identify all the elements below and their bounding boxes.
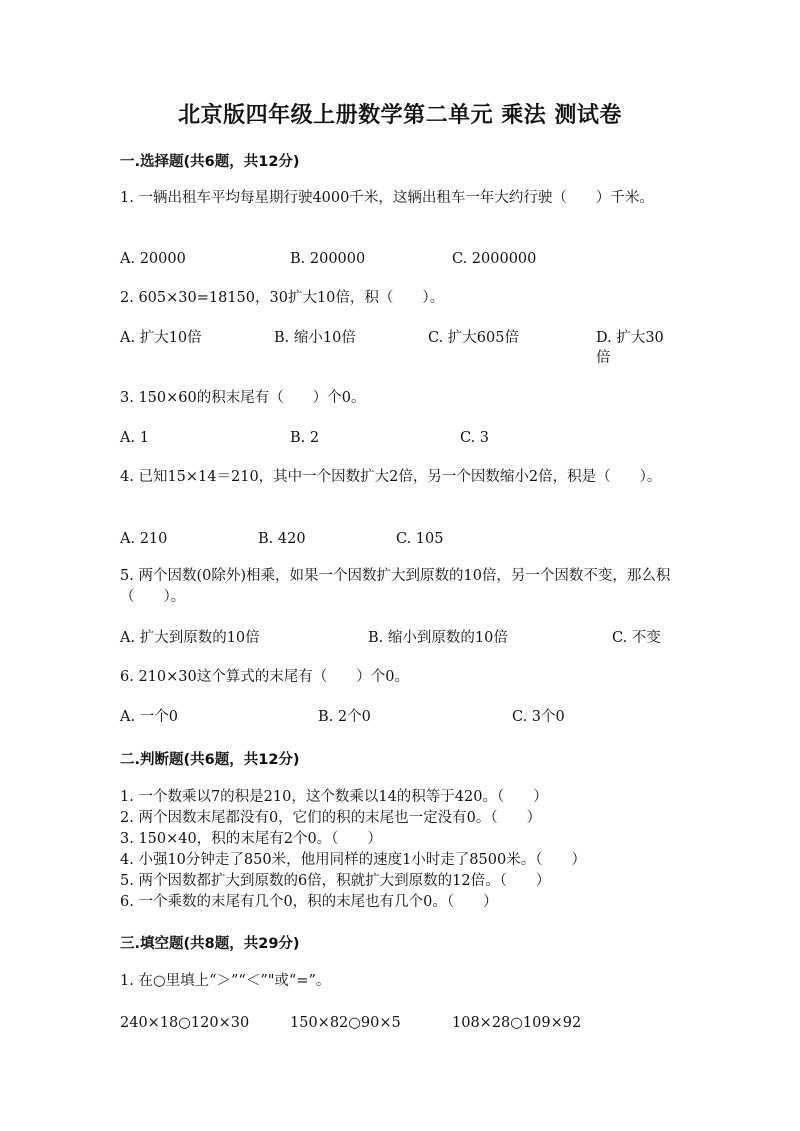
option-b: B. 缩小到原数的10倍 <box>368 630 508 646</box>
question-text: 1. 在○里填上“＞”“＜”"或“=”。 <box>120 973 331 989</box>
question-text: 6. 210×30这个算式的末尾有（ ）个0。 <box>120 669 409 685</box>
option-c: C. 2000000 <box>452 251 537 267</box>
option-b: B. 缩小10倍 <box>274 330 356 346</box>
option-c: C. 105 <box>396 531 444 547</box>
option-a: A. 20000 <box>120 251 186 267</box>
option-a: A. 210 <box>120 531 168 547</box>
comparison-expression: 240×18○120×30 <box>120 1015 250 1031</box>
comparison-expression: 150×82○90×5 <box>290 1015 401 1031</box>
option-b: B. 2 <box>290 430 320 446</box>
question-text: 1. 一辆出租车平均每星期行驶4000千米，这辆出租车一年大约行驶（ ）千米。 <box>120 190 654 206</box>
option-a: A. 1 <box>120 430 149 446</box>
option-a: A. 扩大到原数的10倍 <box>120 630 260 646</box>
option-c: C. 不变 <box>612 630 661 646</box>
option-c: C. 3个0 <box>512 709 565 725</box>
question-text: 5. 两个因数(0除外)相乘，如果一个因数扩大到原数的10倍，另一个因数不变，那么积（ ）。 <box>120 568 671 605</box>
page-title: 北京版四年级上册数学第二单元 乘法 测试卷 <box>178 103 622 128</box>
section-heading-true-false: 二.判断题(共6题，共12分) <box>120 752 300 768</box>
true-false-item: 5. 两个因数都扩大到原数的6倍，积就扩大到原数的12倍。（ ） <box>120 873 551 889</box>
true-false-item: 2. 两个因数末尾都没有0，它们的积的末尾也一定没有0。（ ） <box>120 810 542 826</box>
option-b: B. 200000 <box>290 251 366 267</box>
question-text: 4. 已知15×14＝210，其中一个因数扩大2倍，另一个因数缩小2倍，积是（ ）。 <box>120 469 662 485</box>
option-c: C. 3 <box>460 430 490 446</box>
true-false-item: 6. 一个乘数的末尾有几个0，积的末尾也有几个0。（ ） <box>120 894 498 910</box>
true-false-item: 3. 150×40，积的末尾有2个0。（ ） <box>120 831 382 847</box>
section-heading-choice: 一.选择题(共6题，共12分) <box>120 154 300 170</box>
option-c: C. 扩大605倍 <box>428 330 519 346</box>
comparison-expression: 108×28○109×92 <box>452 1015 582 1031</box>
option-b: B. 420 <box>258 531 306 547</box>
option-b: B. 2个0 <box>318 709 371 725</box>
option-a: A. 一个0 <box>120 709 178 725</box>
question-text: 2. 605×30=18150，30扩大10倍，积（ ）。 <box>120 290 445 306</box>
section-heading-fill-in: 三.填空题(共8题，共29分) <box>120 936 300 952</box>
option-a: A. 扩大10倍 <box>120 330 202 346</box>
question-text: 3. 150×60的积末尾有（ ）个0。 <box>120 390 366 406</box>
true-false-item: 1. 一个数乘以7的积是210，这个数乘以14的积等于420。（ ） <box>120 789 548 805</box>
option-d: D. 扩大30倍 <box>596 330 664 366</box>
true-false-item: 4. 小强10分钟走了850米，他用同样的速度1小时走了8500米。（ ） <box>120 852 586 868</box>
